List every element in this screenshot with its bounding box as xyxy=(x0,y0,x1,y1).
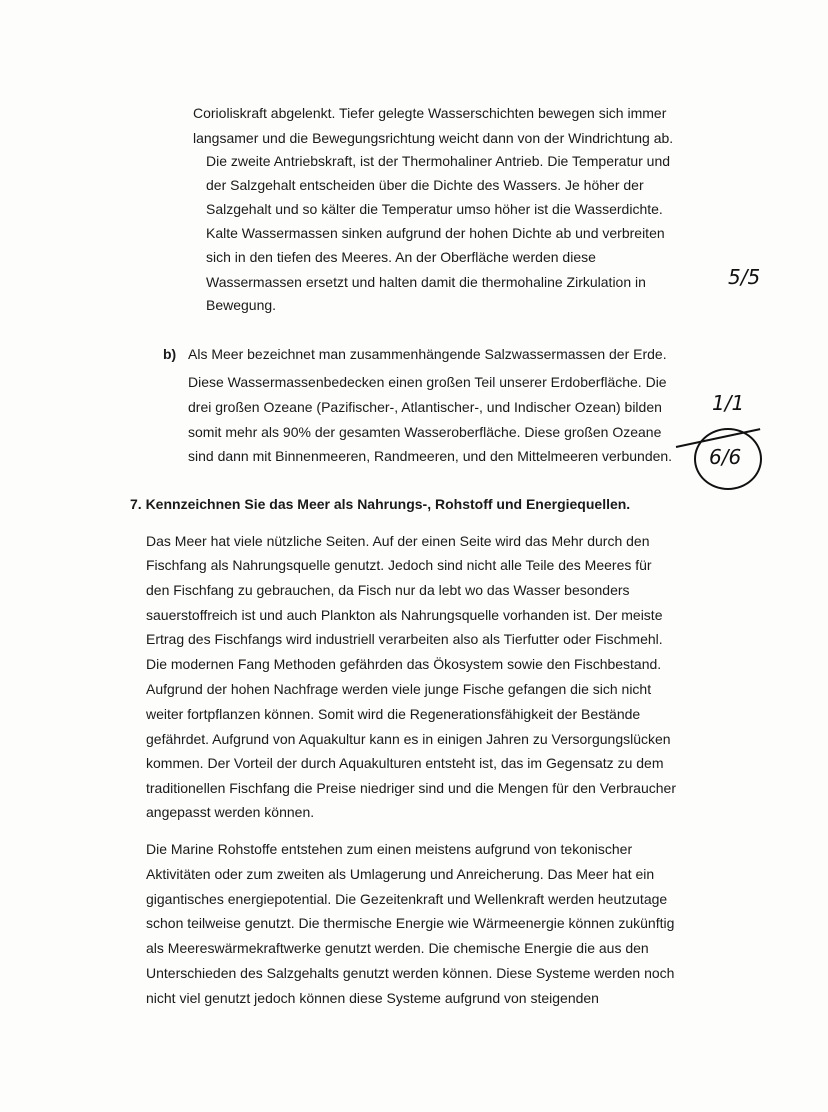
text-line: gigantisches energiepotential. Die Gezeitenkraft und Wellenkraft werden heutzutage xyxy=(146,891,668,907)
handwritten-score-total: 6/6 xyxy=(709,445,742,469)
part-b-label: b) xyxy=(163,346,177,362)
text-line: Als Meer bezeichnet man zusammenhängende Salzwassermassen der Erde. xyxy=(188,346,667,362)
text-line: der Salzgehalt entscheiden über die Dichte des Wassers. Je höher der xyxy=(206,177,644,193)
text-line: Ertrag des Fischfangs wird industriell verarbeiten also als Tierfutter oder Fischmehl. xyxy=(146,631,663,647)
text-line: Fischfang als Nahrungsquelle genutzt. Jedoch sind nicht alle Teile des Meeres für xyxy=(146,557,652,573)
text-line: Bewegung. xyxy=(206,297,277,313)
handwritten-score-b: 1/1 xyxy=(712,391,745,415)
text-line: den Fischfang zu gebrauchen, da Fisch nur da lebt wo das Wasser besonders xyxy=(146,582,630,598)
text-line: somit mehr als 90% der gesamten Wasseroberfläche. Diese großen Ozeane xyxy=(188,424,662,440)
text-line: Wassermassen ersetzt und halten damit die thermohaline Zirkulation in xyxy=(206,274,646,290)
text-line: Die modernen Fang Methoden gefährden das Ökosystem sowie den Fischbestand. xyxy=(146,656,662,672)
text-line: traditionellen Fischfang die Preise niedriger sind und die Mengen für den Verbraucher xyxy=(146,780,676,796)
text-line: angepasst werden können. xyxy=(146,804,315,820)
text-line: nicht viel genutzt jedoch können diese Systeme aufgrund von steigenden xyxy=(146,990,599,1006)
text-line: sauerstoffreich ist und auch Plankton als Nahrungsquelle vorhanden ist. Der meiste xyxy=(146,607,663,623)
text-line: Kalte Wassermassen sinken aufgrund der hohen Dichte ab und verbreiten xyxy=(206,225,665,241)
text-line: sind dann mit Binnenmeeren, Randmeeren, und den Mittelmeeren verbunden. xyxy=(188,448,673,464)
text-line: Unterschieden des Salzgehalts genutzt werden können. Diese Systeme werden noch xyxy=(146,965,675,981)
handwritten-score-a: 5/5 xyxy=(728,265,761,289)
text-line: kommen. Der Vorteil der durch Aquakulturen entsteht ist, das im Gegensatz zu dem xyxy=(146,755,664,771)
text-line: Aufgrund der hohen Nachfrage werden viele junge Fische gefangen die sich nicht xyxy=(146,681,652,697)
text-line: Das Meer hat viele nützliche Seiten. Auf der einen Seite wird das Mehr durch den xyxy=(146,533,650,549)
text-line: Diese Wassermassenbedecken einen großen Teil unserer Erdoberfläche. Die xyxy=(188,374,667,390)
text-line: Die Marine Rohstoffe entstehen zum einen meistens aufgrund von tekonischer xyxy=(146,841,633,857)
text-line: Die zweite Antriebskraft, ist der Thermohaliner Antrieb. Die Temperatur und xyxy=(206,153,671,169)
text-line: als Meereswärmekraftwerke genutzt werden. Die chemische Energie die aus den xyxy=(146,940,649,956)
question-heading: 7. Kennzeichnen Sie das Meer als Nahrungs-, Rohstoff und Energiequellen. xyxy=(130,496,631,512)
text-line: schon teilweise genutzt. Die thermische Energie wie Wärmeenergie können zukünftig xyxy=(146,915,675,931)
text-line: sich in den tiefen des Meeres. An der Oberfläche werden diese xyxy=(206,249,596,265)
text-line: langsamer und die Bewegungsrichtung weicht dann von der Windrichtung ab. xyxy=(193,130,674,146)
text-line: drei großen Ozeane (Pazifischer-, Atlantischer-, und Indischer Ozean) bilden xyxy=(188,399,662,415)
text-line: weiter fortpflanzen können. Somit wird die Regenerationsfähigkeit der Bestände xyxy=(146,706,641,722)
text-line: Aktivitäten oder zum zweiten als Umlagerung und Anreicherung. Das Meer hat ein xyxy=(146,866,655,882)
text-line: gefährdet. Aufgrund von Aquakultur kann es in einigen Jahren zu Versorgungslücken xyxy=(146,731,671,747)
text-line: Salzgehalt und so kälter die Temperatur umso höher ist die Wasserdichte. xyxy=(206,201,663,217)
text-line: Corioliskraft abgelenkt. Tiefer gelegte Wasserschichten bewegen sich immer xyxy=(193,105,667,121)
